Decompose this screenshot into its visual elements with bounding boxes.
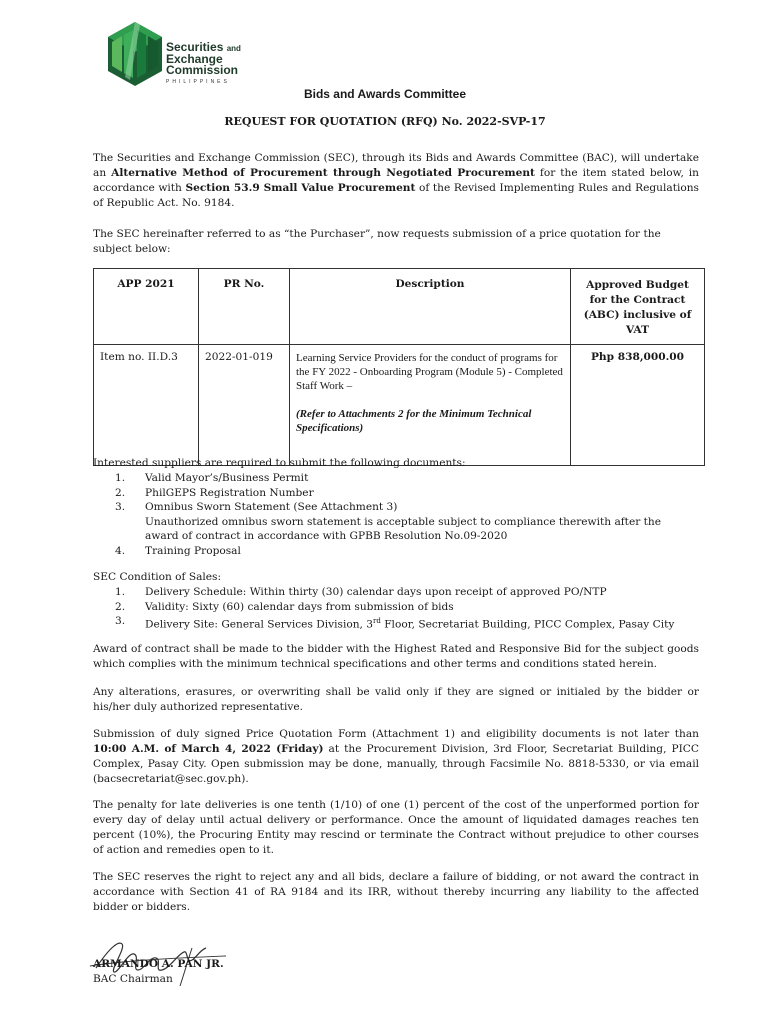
col-header-app: APP 2021 [94,269,199,345]
intro-paragraph: The Securities and Exchange Commission (SEC), through its Bids and Awards Committee (BAC), will undertake an Alternative Method of Procurement through Negotiated Procurement for the item stated below, in accordance with Section 53.9 Small Value Procurement of the Revised Implementing Rules and Regulations of Republic Act. No. 9184. [93,152,700,209]
reserve-paragraph: The SEC reserves the right to reject any and all bids, declare a failure of bidding, or not award the contract in accordance with Section 41 of RA 9184 and its IRR, without thereby incurring any liability to the affected bidder or bidders. [93,871,699,913]
list-item: 1. Valid Mayor’s/Business Permit [115,472,309,484]
rfq-title: REQUEST FOR QUOTATION (RFQ) No. 2022-SVP-17 [224,115,546,128]
sec-logo [104,20,254,88]
signatory-title: BAC Chairman [93,973,173,985]
alterations-paragraph: Any alterations, erasures, or overwriting shall be valid only if they are signed or initialed by the bidder or his/her duly authorized representative. [93,686,699,713]
penalty-paragraph: The penalty for late deliveries is one tenth (1/10) of one (1) percent of the cost of the unperformed portion for every day of delay until actual delivery or performance. Once the amount of liquidated damages reaches ten percent (10%), the Procuring Entity may rescind or terminate the Contract without prejudice to other courses of action and remedies open to it. [93,799,699,856]
documents-list [93,471,693,558]
documents-intro: Interested suppliers are required to submit the following documents: [93,457,466,469]
item-table [93,268,705,466]
signatory-name: ARMANDO A. PAN JR. [93,958,224,970]
submission-paragraph: Submission of duly signed Price Quotation Form (Attachment 1) and eligibility documents is not later than 10:00 A.M. of March 4, 2022 (Friday) at the Procurement Division, 3rd Floor, Secretariat Building, PICC Complex, Pasay City. Open submission may be done, manually, through Facsimile No. 8818-5330, or via email (bacsecretariat@sec.gov.ph). [93,728,699,785]
cell-pr: 2022-01-019 [199,345,290,466]
table-header-row [94,269,705,345]
item-note: (Refer to Attachments 2 for the Minimum Technical Specifications) [296,408,532,434]
table-row [94,345,705,466]
cell-abc: Php 838,000.00 [571,345,705,466]
list-item: 4. Training Proposal [115,544,241,557]
col-header-pr: PR No. [199,269,290,345]
conditions-intro: SEC Condition of Sales: [93,571,222,583]
list-item: 1. Delivery Schedule: Within thirty (30) calendar days upon receipt of approved PO/NTP [115,586,607,598]
col-header-abc: Approved Budget for the Contract (ABC) inclusive of VAT [571,269,705,345]
cell-app: Item no. II.D.3 [94,345,199,466]
list-item: 3. Delivery Site: General Services Division, 3rd Floor, Secretariat Building, PICC Complex, Pasay City [115,615,675,631]
list-item: 3. Omnibus Sworn Statement (See Attachment 3) Unauthorized omnibus sworn statement is acceptable subject to compliance therewith after the award of contract in accordance with GPBB Resolution No.09-2020 [115,501,661,542]
sec-emblem-icon [104,20,166,88]
list-item: 2. Validity: Sixty (60) calendar days from submission of bids [115,600,454,613]
list-item: 2. PhilGEPS Registration Number [115,486,314,499]
cell-description [290,345,571,466]
col-header-description: Description [290,269,571,345]
committee-heading: Bids and Awards Committee [303,87,467,101]
sec-logo-wordmark: Securities and Exchange Commission PHILIPPINES [166,40,241,85]
conditions-list [93,585,699,632]
item-description: Learning Service Providers for the conduct of programs for the FY 2022 - Onboarding Program (Module 5) - Completed Staff Work – [296,352,563,392]
award-paragraph: Award of contract shall be made to the bidder with the Highest Rated and Responsive Bid for the subject goods which complies with the minimum technical specifications and other terms and conditions stated herein. [93,643,699,670]
purchaser-paragraph: The SEC hereinafter referred to as “the Purchaser”, now requests submission of a price quotation for the subject below: [93,228,661,255]
